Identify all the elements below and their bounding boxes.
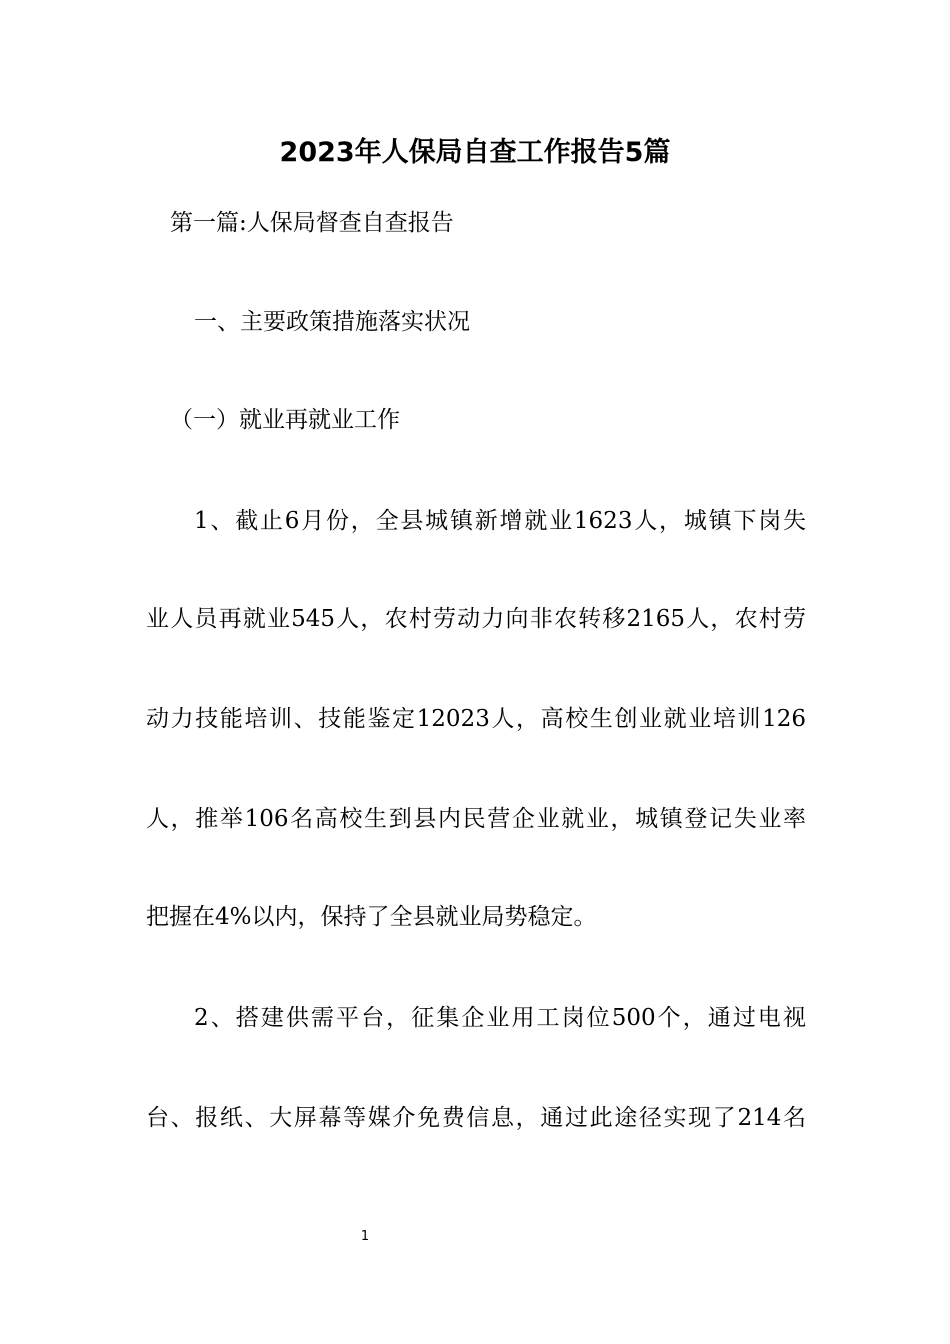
section-title: 第一篇:人保局督查自查报告 — [170, 210, 454, 236]
heading-main-policy: 一、主要政策措施落实状况 — [194, 309, 470, 335]
paragraph-1-line-1: 1、截止6月份，全县城镇新增就业1623人，城镇下岗失 — [194, 508, 806, 534]
paragraph-1-line-3: 动力技能培训、技能鉴定12023人，高校生创业就业培训126 — [146, 706, 806, 732]
paragraph-1-line-4: 人，推举106名高校生到县内民营企业就业，城镇登记失业率 — [146, 806, 806, 832]
paragraph-1-line-5: 把握在4%以内，保持了全县就业局势稳定。 — [146, 904, 597, 930]
document-title: 2023年人保局自查工作报告5篇 — [279, 137, 671, 168]
page-number: 1 — [360, 1229, 370, 1244]
heading-employment: （一）就业再就业工作 — [170, 407, 400, 433]
paragraph-2-line-2: 台、报纸、大屏幕等媒介免费信息，通过此途径实现了214名 — [146, 1105, 806, 1131]
paragraph-2-line-1: 2、搭建供需平台，征集企业用工岗位500个，通过电视 — [194, 1005, 806, 1031]
paragraph-1-line-2: 业人员再就业545人，农村劳动力向非农转移2165人，农村劳 — [146, 606, 806, 632]
